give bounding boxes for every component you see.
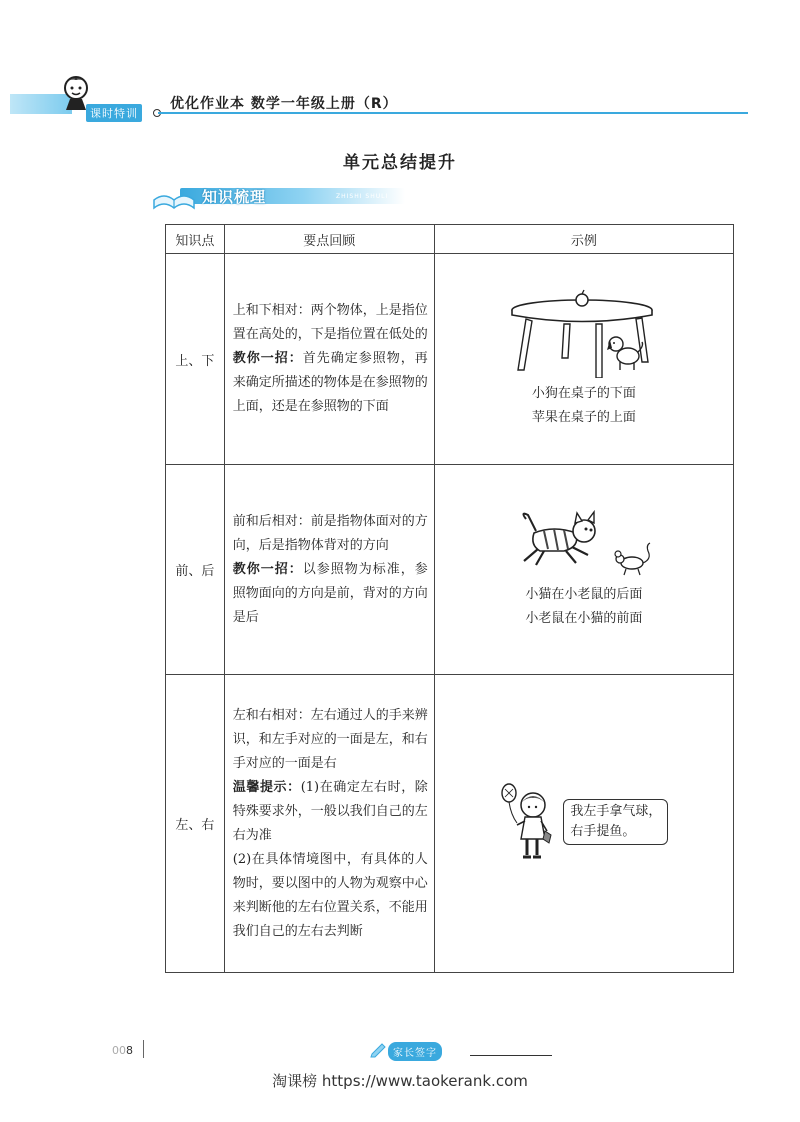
- example-line: 苹果在桌子的上面: [531, 410, 636, 425]
- tip-text: (1)在确定左右时，除特殊要求外，一般以我们自己的左右为准: [232, 779, 428, 843]
- topic-cell: 上、下: [166, 254, 225, 465]
- girl-balloon-fish-illustration: [499, 781, 559, 863]
- header-badge: 课时特训: [86, 104, 142, 122]
- book-icon: [152, 186, 196, 210]
- example-line: 小老鼠在小猫的前面: [525, 610, 643, 626]
- table-row: [166, 465, 734, 675]
- tip-label: 温馨提示：: [232, 779, 301, 795]
- points-cell: [224, 254, 434, 465]
- table-header-row: [166, 225, 734, 254]
- header-points: 要点回顾: [224, 225, 434, 254]
- footer-url: 淘课榜 https://www.taokerank.com: [272, 1072, 528, 1090]
- girl-example: [499, 781, 668, 863]
- header-title: 优化作业本 数学一年级上册（R）: [170, 96, 398, 112]
- page-number-value: 8: [126, 1044, 133, 1057]
- table-dog-apple-illustration: [504, 288, 664, 378]
- header-divider: [158, 112, 748, 114]
- pencil-icon: [370, 1040, 388, 1058]
- page-title: 单元总结提升: [343, 153, 457, 173]
- section-pinyin: ZHISHI SHULI: [336, 193, 389, 200]
- tip-label: 教你一招：: [232, 561, 303, 577]
- section-title: 知识梳理: [202, 188, 267, 206]
- footer-divider: [143, 1040, 144, 1058]
- topic-cell: 前、后: [166, 465, 225, 675]
- speech-bubble: [563, 799, 668, 845]
- points-cell: [224, 675, 434, 973]
- example-line: 小猫在小老鼠的后面: [525, 586, 643, 602]
- parent-sign-label: 家长签字: [388, 1042, 442, 1061]
- knowledge-table: [165, 224, 734, 973]
- table-row: [166, 254, 734, 465]
- table-row: [166, 675, 734, 973]
- topic-cell: 左、右: [166, 675, 225, 973]
- tip-text: 首先确定参照物，再来确定所描述的物体是在参照物的上面，还是在参照物的下面: [232, 351, 428, 414]
- point-text: 前和后相对：前是指物体面对的方向，后是指物体背对的方向: [232, 513, 428, 553]
- point-text: 左和右相对：左右通过人的手来辨识，和左手对应的一面是左，和右手对应的一面是右: [232, 707, 428, 771]
- point-text: 上和下相对：两个物体，上是指位置在高处的，下是指位置在低处的: [232, 303, 428, 342]
- example-line: 小狗在桌子的下面: [531, 386, 636, 401]
- cat-mouse-illustration: [514, 509, 654, 579]
- bubble-line: 我左手拿气球，: [570, 803, 662, 819]
- example-cell: [434, 465, 733, 675]
- tip-label: 教你一招：: [232, 351, 303, 366]
- example-cell: [434, 675, 733, 973]
- header-topic: 知识点: [166, 225, 225, 254]
- example-cell: [434, 254, 733, 465]
- points-cell: [224, 465, 434, 675]
- bubble-line: 右手提鱼。: [570, 823, 636, 839]
- tip-text: 以参照物为标准，参照物面向的方向是前，背对的方向是后: [232, 561, 428, 625]
- page-prefix: 00: [112, 1044, 126, 1057]
- tip-text-2: (2)在具体情境图中，有具体的人物时，要以图中的人物为观察中心来判断他的左右位置关系，不能用我们自己的左右去判断: [232, 851, 428, 939]
- header-example: 示例: [434, 225, 733, 254]
- signature-line: [470, 1055, 552, 1056]
- page-number: [112, 1044, 133, 1057]
